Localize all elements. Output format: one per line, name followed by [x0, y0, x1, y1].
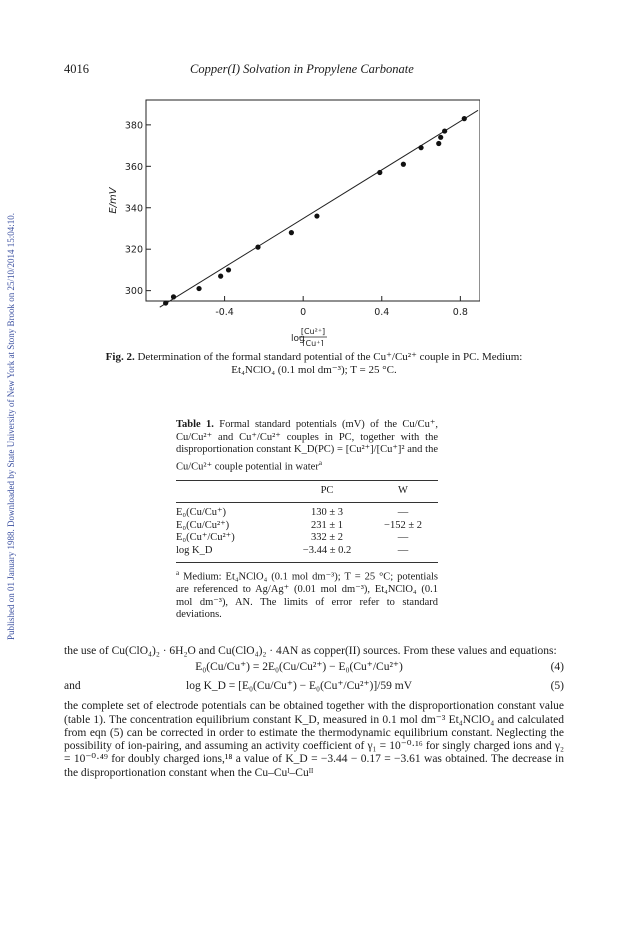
- data-point: [163, 300, 168, 305]
- footnote-text: Medium: Et₄NClO₄ (0.1 mol dm⁻³); T = 25 °C; potentials are referenced to Ag/Ag⁺ (0.01 mol dm⁻³), Et₄NClO₄ (0.1 mol dm⁻³), AN. The limits of error refer to standard deviations.: [176, 571, 438, 620]
- row-label: E₀(Cu/Cu²⁺): [176, 519, 230, 531]
- x-tick-label: 0: [300, 307, 307, 318]
- equation-4-body: E₀(Cu/Cu⁺) = 2E₀(Cu/Cu²⁺) − E₀(Cu⁺/Cu²⁺): [195, 661, 403, 674]
- potential-plot: [100, 94, 480, 346]
- x-tick-label: 0.4: [374, 307, 390, 318]
- row-w: —: [397, 532, 409, 543]
- figure-caption-line2: Et₄NClO₄ (0.1 mol dm⁻³); T = 25 °C.: [231, 364, 397, 376]
- table-row: [176, 532, 438, 545]
- table-mid-rule: [176, 502, 438, 503]
- data-point: [226, 267, 231, 272]
- data-point: [438, 135, 443, 140]
- row-w: —: [397, 507, 409, 518]
- fit-line: [160, 110, 478, 307]
- plot-fit-line: [160, 110, 478, 307]
- y-tick-label: 360: [124, 161, 143, 173]
- data-point: [171, 294, 176, 299]
- plot-frame: [146, 100, 480, 301]
- row-label: E₀(Cu⁺/Cu²⁺): [176, 532, 235, 543]
- plot-ticks: [125, 120, 468, 318]
- body-text: [64, 645, 564, 780]
- y-tick-label: 340: [124, 203, 143, 215]
- page-header: [64, 62, 564, 78]
- equation-5-body: log K_D = [E₀(Cu/Cu⁺) − E₀(Cu⁺/Cu²⁺)]/59 mV: [186, 680, 412, 693]
- data-point: [255, 245, 260, 250]
- data-point: [289, 230, 294, 235]
- y-tick-label: 380: [124, 120, 143, 132]
- row-w: −152 ± 2: [384, 519, 422, 531]
- data-point: [401, 162, 406, 167]
- equation-5: [64, 679, 564, 696]
- y-tick-label: 320: [124, 244, 143, 256]
- footnote-mark: a: [176, 569, 180, 577]
- x-axis-label-numerator: [Cu²⁺]: [300, 327, 326, 336]
- potentials-table-body: [176, 507, 438, 557]
- data-point: [218, 274, 223, 279]
- figure-label: Fig. 2.: [105, 351, 135, 363]
- table-caption-text: Formal standard potentials (mV) of the Cu/Cu⁺, Cu/Cu²⁺ and Cu⁺/Cu²⁺ couples in PC, together with the disproportionation constant K_D(PC) = [Cu²⁺]/[Cu⁺]² and the Cu/Cu²⁺ couple potential in water: [176, 419, 438, 472]
- y-tick-label: 300: [124, 286, 143, 298]
- data-point: [377, 170, 382, 175]
- figure-caption: [64, 351, 564, 377]
- row-label: log K_D: [176, 544, 213, 556]
- table-row: [176, 507, 438, 520]
- y-axis-label: E/mV: [108, 187, 119, 214]
- figure-caption-line1: Determination of the formal standard potential of the Cu⁺/Cu²⁺ couple in PC. Medium:: [134, 351, 523, 363]
- table-row: [176, 545, 438, 558]
- data-point: [196, 286, 201, 291]
- x-axis-label-denominator: [Cu⁺]: [302, 339, 324, 346]
- data-point: [418, 145, 423, 150]
- equation-5-and: and: [64, 680, 81, 693]
- data-point: [442, 128, 447, 133]
- table-label: Table 1.: [176, 419, 214, 430]
- table-top-rule: [176, 480, 438, 481]
- table-1: [176, 419, 438, 622]
- table-row: [176, 520, 438, 533]
- row-pc: −3.44 ± 0.2: [302, 544, 352, 556]
- paragraph-1: the use of Cu(ClO₄)₂ · 6H₂O and Cu(ClO₄)₂ · 4AN as copper(II) sources. From these values and equations:: [64, 645, 557, 657]
- row-pc: 332 ± 2: [310, 532, 343, 543]
- x-axis-label: log: [291, 334, 305, 344]
- row-pc: 130 ± 3: [310, 507, 343, 518]
- data-point: [462, 116, 467, 121]
- equation-4-number: (4): [550, 661, 564, 674]
- table-col-w: W: [398, 484, 408, 496]
- table-caption-mark: a: [318, 458, 322, 467]
- paragraph-2: the complete set of electrode potentials can be obtained together with the disproportionation constant value (table 1). The concentration equilibrium constant K_D, measured in 0.1 mol dm⁻³ Et₄NClO₄ and calculated from eqn (5) can be corrected in order to estimate the thermodynamic equilibrium constant. Neglecting the possibility of ion-pairing, and assuming an activity coefficient of γ₁ = 10⁻⁰·¹⁶ for singly charged ions and γ₂ = 10⁻⁰·⁴⁹ for doubly charged ions,¹⁸ a value of K_D = −3.44 − 0.17 = −3.61 was obtained. The decrease in the disproportionation constant when the Cu–Cuᴵ–Cuᴵᴵ: [64, 700, 564, 779]
- row-w: —: [397, 544, 409, 556]
- equation-5-number: (5): [550, 680, 564, 693]
- table-caption: [176, 419, 438, 474]
- row-label: E₀(Cu/Cu⁺): [176, 507, 227, 518]
- data-point: [314, 213, 319, 218]
- x-tick-label: -0.4: [215, 307, 234, 318]
- equation-4: [64, 660, 564, 677]
- x-tick-label: 0.8: [452, 307, 468, 318]
- plot-axes: [146, 100, 480, 301]
- potentials-table: [176, 485, 438, 498]
- row-pc: 231 ± 1: [310, 519, 343, 531]
- table-footnote: [176, 567, 438, 622]
- table-col-pc: PC: [320, 484, 334, 496]
- page-number: 4016: [64, 62, 89, 76]
- table-bottom-rule: [176, 562, 438, 563]
- running-title: Copper(I) Solvation in Propylene Carbonate: [190, 62, 414, 76]
- table-header-row: [176, 485, 438, 498]
- table-col-label: [176, 485, 286, 498]
- download-watermark: Published on 01 January 1988. Downloaded by State University of New York at Stony Brook on 25/10/2014 15:04:10.: [6, 213, 16, 640]
- data-point: [436, 141, 441, 146]
